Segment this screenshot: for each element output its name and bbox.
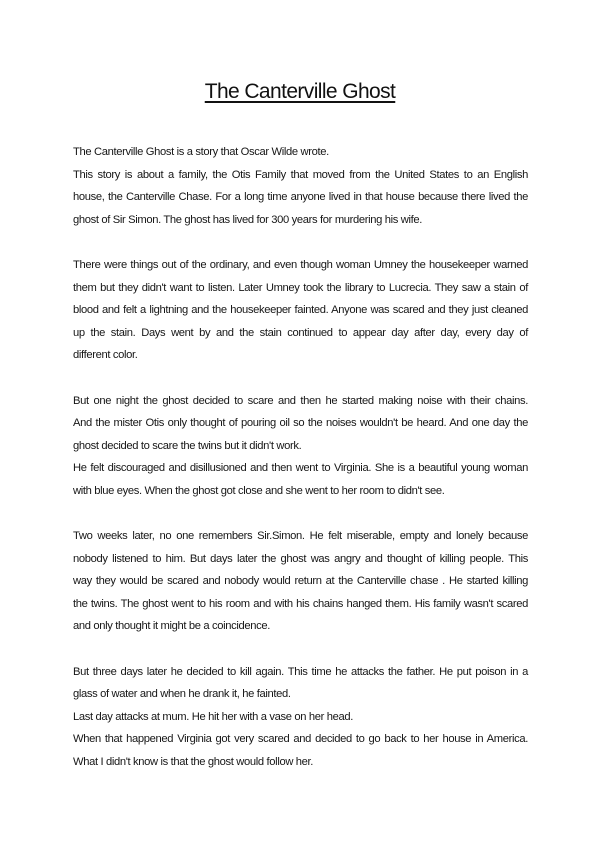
text-line: with blue eyes. When the ghost got close and she went to her room to didn't see. bbox=[73, 484, 445, 497]
text-line: When that happened Virginia got very scared and decided to go back to her house in America. bbox=[73, 733, 528, 746]
paragraph-5 bbox=[73, 661, 528, 774]
text-line: ghost decided to scare the twins but it didn't work. bbox=[73, 439, 302, 452]
text-line: blood and felt a lightning and the housekeeper fainted. Anyone was scared and they just cleaned bbox=[73, 304, 528, 317]
text-line: What I didn't know is that the ghost would follow her. bbox=[73, 756, 314, 769]
paragraph-2 bbox=[73, 254, 528, 367]
text-line: And the mister Otis only thought of pouring oil so the noises wouldn't be heard. And one day the bbox=[73, 417, 528, 430]
text-line: ghost of Sir Simon. The ghost has lived for 300 years for murdering his wife. bbox=[73, 213, 423, 226]
text-line: But three days later he decided to kill again. This time he attacks the father. He put poison in a bbox=[73, 665, 528, 678]
text-line: This story is about a family, the Otis Family that moved from the United States to an English bbox=[73, 168, 528, 181]
text-line: Two weeks later, no one remembers Sir.Simon. He felt miserable, empty and lonely because bbox=[73, 530, 528, 543]
text-line: them but they didn't want to listen. Later Umney took the library to Lucrecia. They saw a stain of bbox=[73, 281, 528, 294]
page-title: The Canterville Ghost bbox=[204, 80, 396, 103]
text-line: But one night the ghost decided to scare and then he started making noise with their chains. bbox=[73, 394, 528, 407]
text-line: The Canterville Ghost is a story that Oscar Wilde wrote. bbox=[73, 146, 329, 158]
text-line: up the stain. Days went by and the stain continued to appear day after day, every day of bbox=[73, 326, 528, 339]
text-line: There were things out of the ordinary, and even though woman Umney the housekeeper warned bbox=[73, 258, 528, 271]
text-line: Last day attacks at mum. He hit her with a vase on her head. bbox=[73, 710, 353, 723]
text-line: He felt discouraged and disillusioned and then went to Virginia. She is a beautiful young woman bbox=[73, 462, 528, 475]
text-line: and only thought it might be a coincidence. bbox=[73, 620, 271, 633]
text-line: way they would be scared and nobody would return at the Canterville chase . He started killing bbox=[73, 575, 528, 588]
text-line: glass of water and when he drank it, he fainted. bbox=[73, 688, 291, 701]
document-body bbox=[73, 141, 528, 796]
paragraph-4 bbox=[73, 525, 528, 638]
paragraph-3 bbox=[73, 390, 528, 503]
text-line: nobody listened to him. But days later the ghost was angry and thought of killing people. This bbox=[73, 552, 528, 565]
paragraph-1 bbox=[73, 141, 528, 231]
text-line: the twins. The ghost went to his room and with his chains hanged them. His family wasn't scared bbox=[73, 597, 528, 610]
text-line: house, the Canterville Chase. For a long time anyone lived in that house because there lived the bbox=[73, 191, 528, 204]
text-line: different color. bbox=[73, 349, 138, 362]
